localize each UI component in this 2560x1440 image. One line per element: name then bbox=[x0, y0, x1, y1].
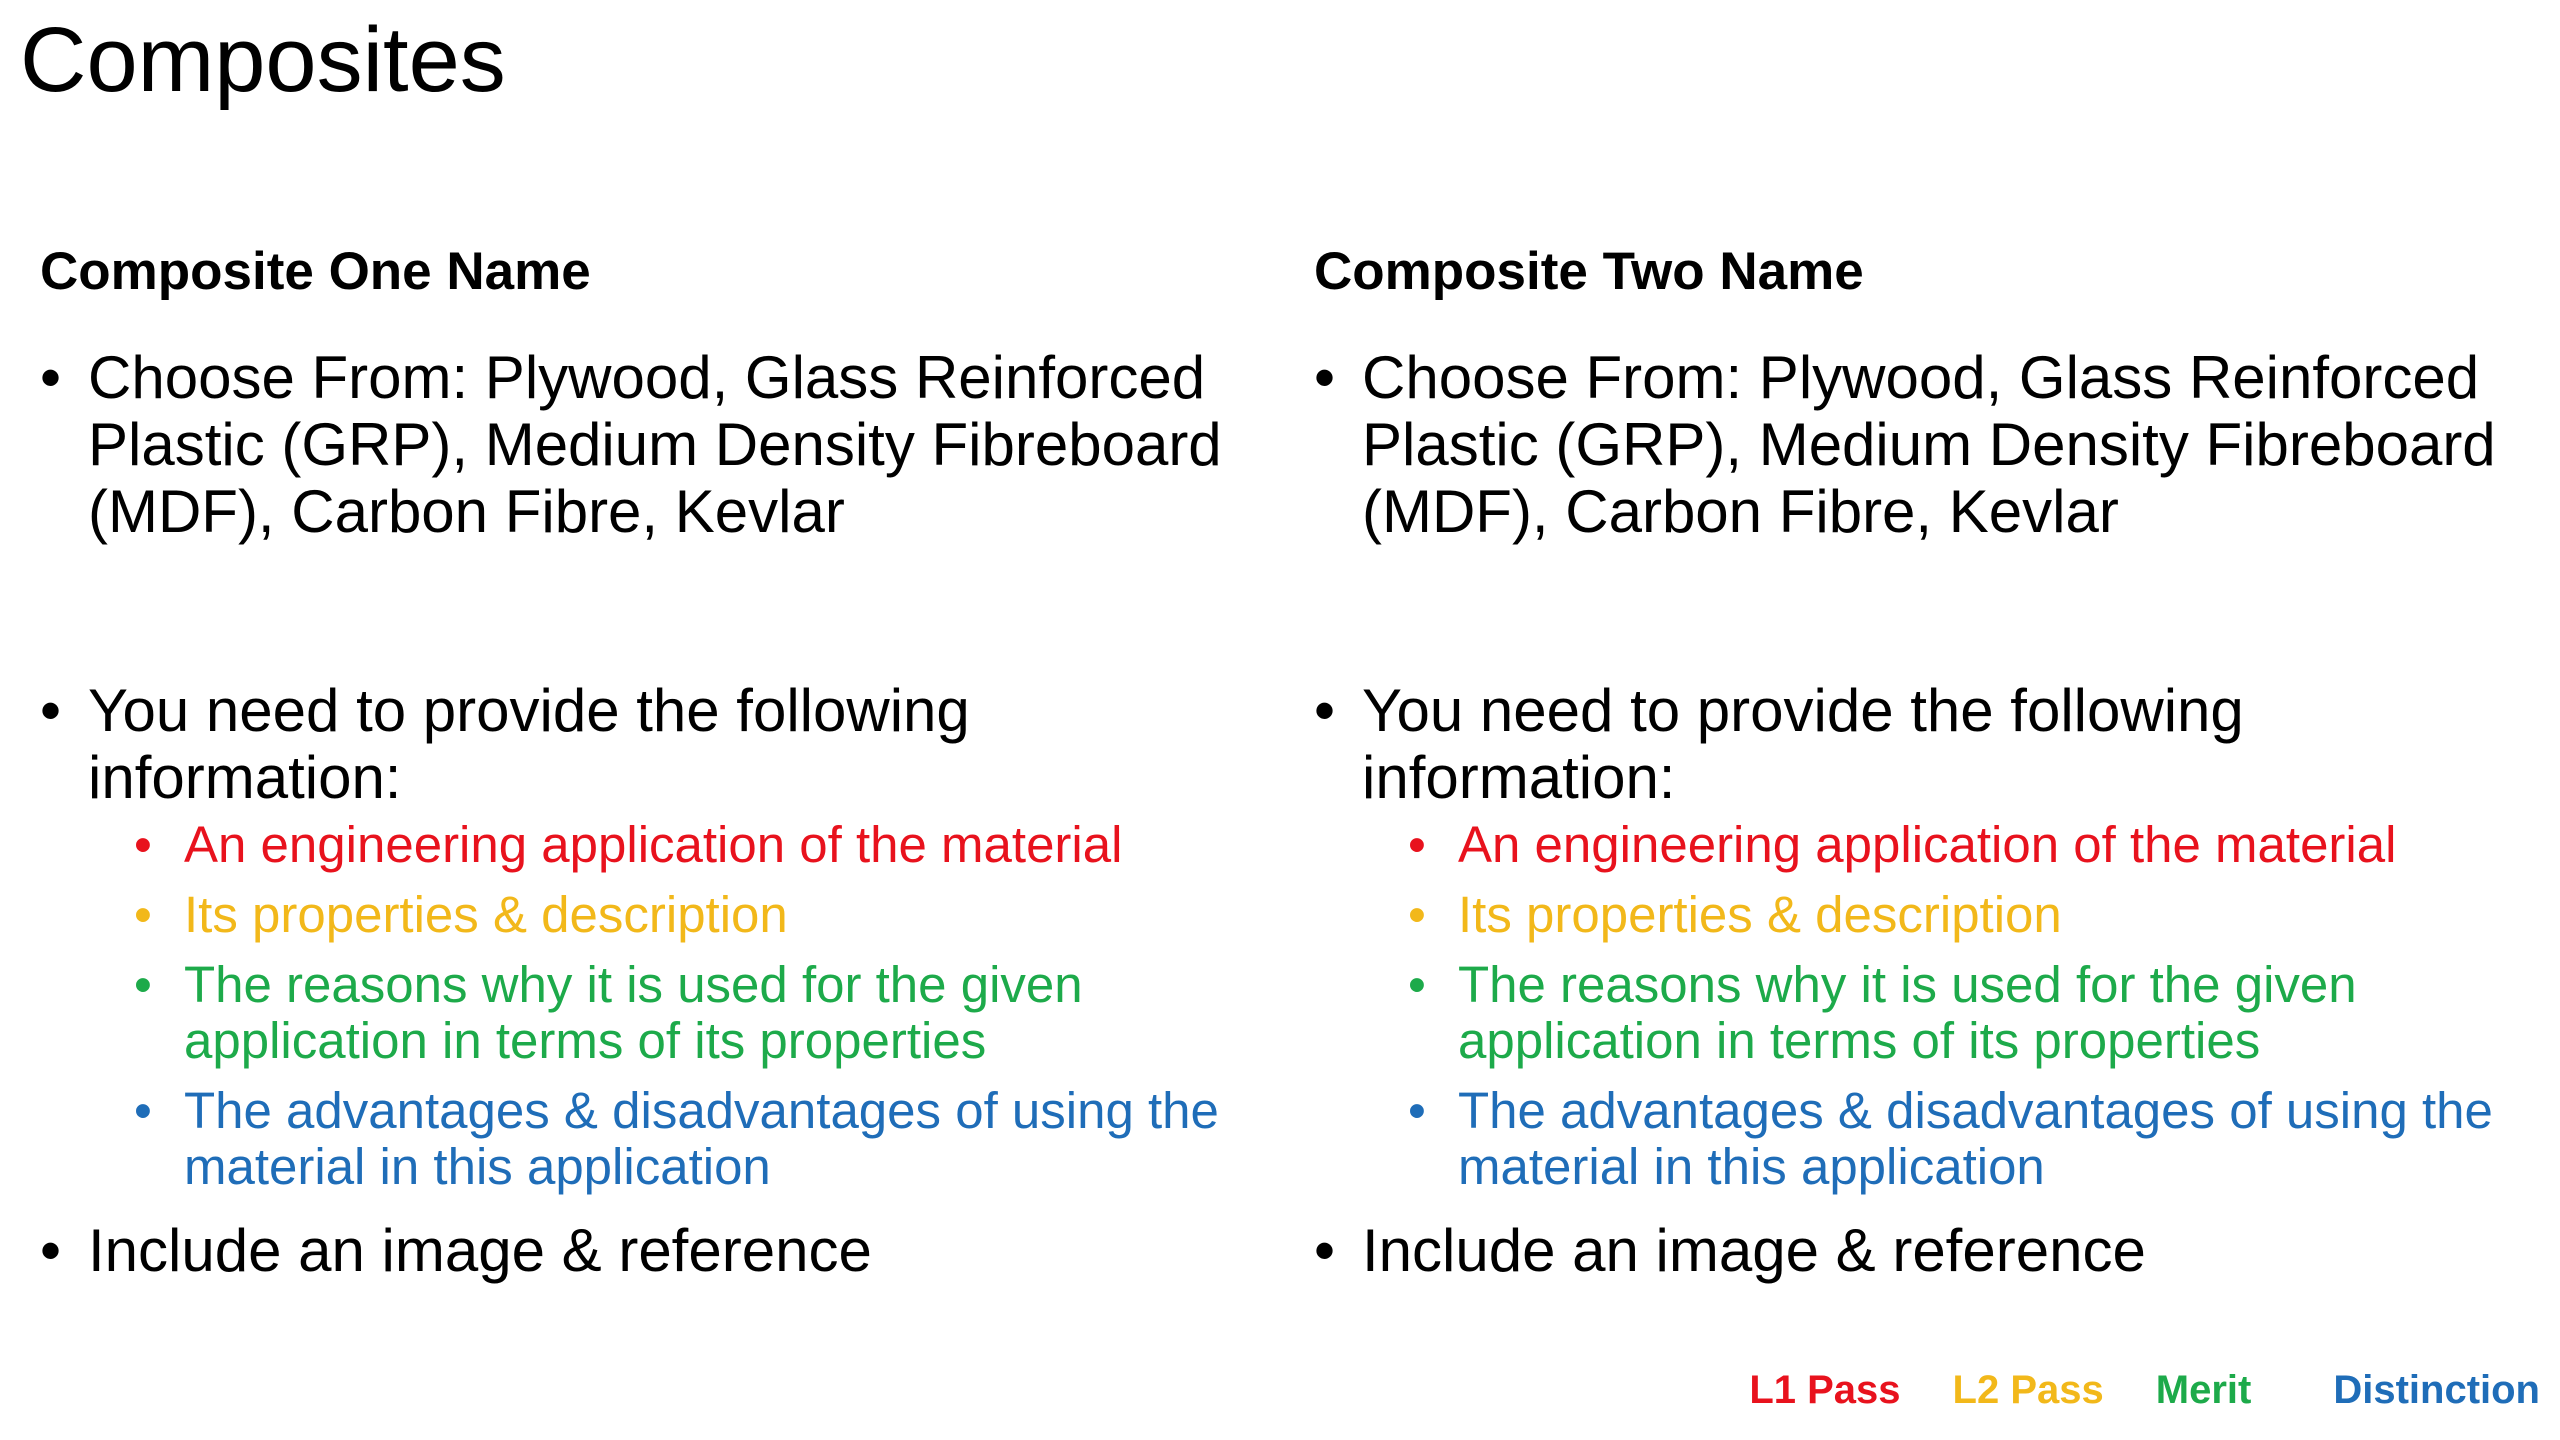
choose-from-text: Choose From: Plywood, Glass Reinforced Plastic (GRP), Medium Density Fibreboard (MDF), Carbon Fibre, Kevlar bbox=[88, 343, 1222, 545]
bullet-icon: • bbox=[40, 343, 62, 411]
requirement-item bbox=[1362, 817, 2554, 873]
include-image-item bbox=[40, 1217, 1280, 1284]
legend-l2-pass: L2 Pass bbox=[1952, 1368, 2104, 1412]
choose-from-text: Choose From: Plywood, Glass Reinforced Plastic (GRP), Medium Density Fibreboard (MDF), Carbon Fibre, Kevlar bbox=[1362, 343, 2496, 545]
composite-one-column bbox=[40, 240, 1280, 1284]
include-image-text: Include an image & reference bbox=[88, 1216, 872, 1284]
requirement-text: The advantages & disadvantages of using the material in this application bbox=[1458, 1081, 2493, 1195]
legend-merit: Merit bbox=[2155, 1368, 2252, 1412]
composite-two-column bbox=[1314, 240, 2554, 1284]
requirement-text: The reasons why it is used for the given application in terms of its properties bbox=[184, 955, 1083, 1069]
requirement-text: The advantages & disadvantages of using the material in this application bbox=[184, 1081, 1219, 1195]
choose-from-item bbox=[1314, 344, 2554, 545]
composite-one-list bbox=[40, 344, 1280, 1284]
bullet-icon: • bbox=[1408, 815, 1426, 873]
bullet-icon: • bbox=[1408, 1081, 1426, 1139]
provide-info-text: You need to provide the following information: bbox=[88, 676, 970, 811]
include-image-item bbox=[1314, 1217, 2554, 1284]
legend-distinction: Distinction bbox=[2333, 1368, 2540, 1412]
bullet-icon: • bbox=[1314, 343, 1336, 411]
bullet-icon: • bbox=[1408, 955, 1426, 1013]
grade-legend bbox=[1749, 1366, 2540, 1414]
requirement-text: An engineering application of the material bbox=[184, 815, 1123, 873]
requirement-item bbox=[88, 1083, 1280, 1195]
legend-l1-pass: L1 Pass bbox=[1749, 1368, 1901, 1412]
requirement-text: An engineering application of the material bbox=[1458, 815, 2397, 873]
requirement-text: Its properties & description bbox=[1458, 885, 2062, 943]
bullet-icon: • bbox=[1314, 676, 1336, 744]
requirement-text: The reasons why it is used for the given application in terms of its properties bbox=[1458, 955, 2357, 1069]
bullet-icon: • bbox=[40, 676, 62, 744]
provide-info-item bbox=[1314, 677, 2554, 1195]
requirements-list bbox=[88, 817, 1280, 1195]
requirement-item bbox=[1362, 957, 2554, 1069]
bullet-icon: • bbox=[134, 815, 152, 873]
bullet-icon: • bbox=[1408, 885, 1426, 943]
composite-two-heading: Composite Two Name bbox=[1314, 242, 1864, 301]
requirement-item bbox=[88, 957, 1280, 1069]
bullet-icon: • bbox=[134, 885, 152, 943]
requirement-text: Its properties & description bbox=[184, 885, 788, 943]
bullet-icon: • bbox=[40, 1216, 62, 1284]
bullet-icon: • bbox=[1314, 1216, 1336, 1284]
composite-two-list bbox=[1314, 344, 2554, 1284]
provide-info-item bbox=[40, 677, 1280, 1195]
requirements-list bbox=[1362, 817, 2554, 1195]
bullet-icon: • bbox=[134, 955, 152, 1013]
provide-info-text: You need to provide the following information: bbox=[1362, 676, 2244, 811]
composite-one-heading: Composite One Name bbox=[40, 242, 591, 301]
requirement-item bbox=[1362, 1083, 2554, 1195]
requirement-item bbox=[1362, 887, 2554, 943]
requirement-item bbox=[88, 887, 1280, 943]
include-image-text: Include an image & reference bbox=[1362, 1216, 2146, 1284]
requirement-item bbox=[88, 817, 1280, 873]
choose-from-item bbox=[40, 344, 1280, 545]
bullet-icon: • bbox=[134, 1081, 152, 1139]
slide-title: Composites bbox=[20, 9, 506, 111]
